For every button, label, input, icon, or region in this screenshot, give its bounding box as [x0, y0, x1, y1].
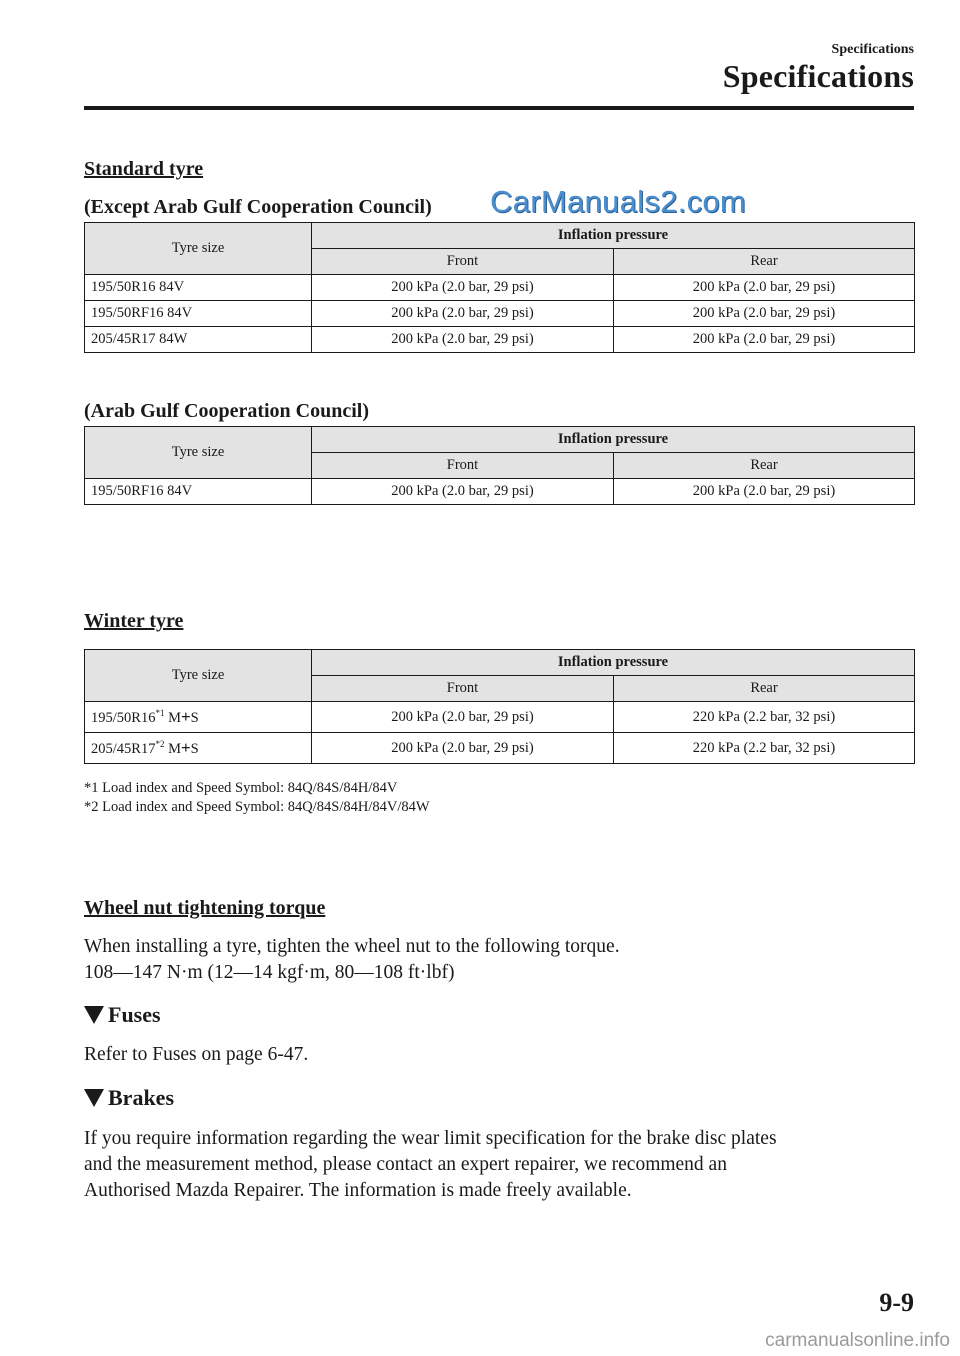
triangle-down-icon — [84, 1089, 104, 1107]
header-inflation-pressure: Inflation pressure — [312, 223, 915, 249]
mud-snow-mark — [168, 738, 199, 757]
cell-tyre-size — [85, 702, 312, 733]
header-tyre-size: Tyre size — [85, 223, 312, 275]
winter-tyre-title: Winter tyre — [84, 610, 184, 632]
except-agcc-title: (Except Arab Gulf Cooperation Council) — [84, 196, 432, 218]
fuses-text: Refer to Fuses on page 6-47. — [84, 1044, 309, 1065]
ms-s: S — [190, 741, 199, 757]
header-section-small: Specifications — [831, 42, 914, 57]
table-row — [85, 275, 915, 301]
header-front: Front — [312, 249, 614, 275]
except-agcc-table — [84, 222, 915, 353]
watermark-logo: CarManuals2.com — [490, 184, 747, 219]
table-row — [85, 327, 915, 353]
fuses-heading — [84, 1002, 161, 1028]
cell-tyre-size: 195/50RF16 84V — [85, 479, 312, 505]
brakes-text-2: and the measurement method, please contact an expert repairer, we recommend an — [84, 1154, 727, 1175]
cell-tyre-size: 195/50R16 84V — [85, 275, 312, 301]
header-front: Front — [312, 676, 614, 702]
ms-plus: + — [180, 707, 191, 726]
standard-tyre-title: Standard tyre — [84, 158, 204, 180]
cell-front-pressure: 200 kPa (2.0 bar, 29 psi) — [312, 733, 614, 764]
cell-rear-pressure: 200 kPa (2.0 bar, 29 psi) — [614, 275, 915, 301]
agcc-table — [84, 426, 915, 505]
header-rear: Rear — [614, 249, 915, 275]
brakes-heading — [84, 1085, 174, 1111]
brakes-title: Brakes — [108, 1085, 174, 1110]
header-section-title: Specifications — [722, 58, 914, 94]
cell-rear-pressure: 200 kPa (2.0 bar, 29 psi) — [614, 479, 915, 505]
brakes-text-3: Authorised Mazda Repairer. The information is made freely available. — [84, 1180, 632, 1201]
header-rear: Rear — [614, 676, 915, 702]
wheel-nut-title: Wheel nut tightening torque — [84, 897, 326, 919]
agcc-title: (Arab Gulf Cooperation Council) — [84, 400, 369, 422]
footnote-ref: *1 — [155, 708, 165, 718]
table-row — [85, 702, 915, 733]
cell-tyre-size: 205/45R17 84W — [85, 327, 312, 353]
footer-watermark: carmanualsonline.info — [765, 1330, 950, 1351]
ms-m: M — [168, 741, 181, 757]
cell-front-pressure: 200 kPa (2.0 bar, 29 psi) — [312, 327, 614, 353]
cell-front-pressure: 200 kPa (2.0 bar, 29 psi) — [312, 702, 614, 733]
footnote-2: *2 Load index and Speed Symbol: 84Q/84S/84H/84V/84W — [84, 799, 430, 815]
tyre-size-text: 205/45R17 — [91, 741, 156, 757]
cell-front-pressure: 200 kPa (2.0 bar, 29 psi) — [312, 479, 614, 505]
header-tyre-size: Tyre size — [85, 427, 312, 479]
wheel-nut-text-2: 108—147 N·m (12—14 kgf·m, 80—108 ft·lbf) — [84, 962, 455, 983]
ms-plus: + — [180, 738, 191, 757]
cell-front-pressure: 200 kPa (2.0 bar, 29 psi) — [312, 275, 614, 301]
header-rear: Rear — [614, 453, 915, 479]
cell-rear-pressure: 220 kPa (2.2 bar, 32 psi) — [614, 702, 915, 733]
triangle-down-icon — [84, 1006, 104, 1024]
header-inflation-pressure: Inflation pressure — [312, 427, 915, 453]
cell-rear-pressure: 200 kPa (2.0 bar, 29 psi) — [614, 327, 915, 353]
cell-front-pressure: 200 kPa (2.0 bar, 29 psi) — [312, 301, 614, 327]
wheel-nut-text-1: When installing a tyre, tighten the wheel nut to the following torque. — [84, 936, 620, 957]
header-rule — [84, 106, 914, 110]
footnote-ref: *2 — [155, 739, 165, 749]
header-front: Front — [312, 453, 614, 479]
footnote-1: *1 Load index and Speed Symbol: 84Q/84S/84H/84V — [84, 780, 398, 796]
cell-rear-pressure: 220 kPa (2.2 bar, 32 psi) — [614, 733, 915, 764]
page-number: 9-9 — [879, 1288, 914, 1317]
cell-rear-pressure: 200 kPa (2.0 bar, 29 psi) — [614, 301, 915, 327]
ms-s: S — [190, 710, 199, 726]
cell-tyre-size — [85, 733, 312, 764]
table-row — [85, 479, 915, 505]
table-row — [85, 301, 915, 327]
winter-tyre-table — [84, 649, 915, 764]
mud-snow-mark — [168, 707, 199, 726]
fuses-title: Fuses — [108, 1002, 161, 1027]
header-inflation-pressure: Inflation pressure — [312, 650, 915, 676]
cell-tyre-size: 195/50RF16 84V — [85, 301, 312, 327]
ms-m: M — [168, 710, 181, 726]
brakes-text-1: If you require information regarding the wear limit specification for the brake disc plates — [84, 1128, 777, 1149]
tyre-size-text: 195/50R16 — [91, 710, 156, 726]
table-row — [85, 733, 915, 764]
header-tyre-size: Tyre size — [85, 650, 312, 702]
